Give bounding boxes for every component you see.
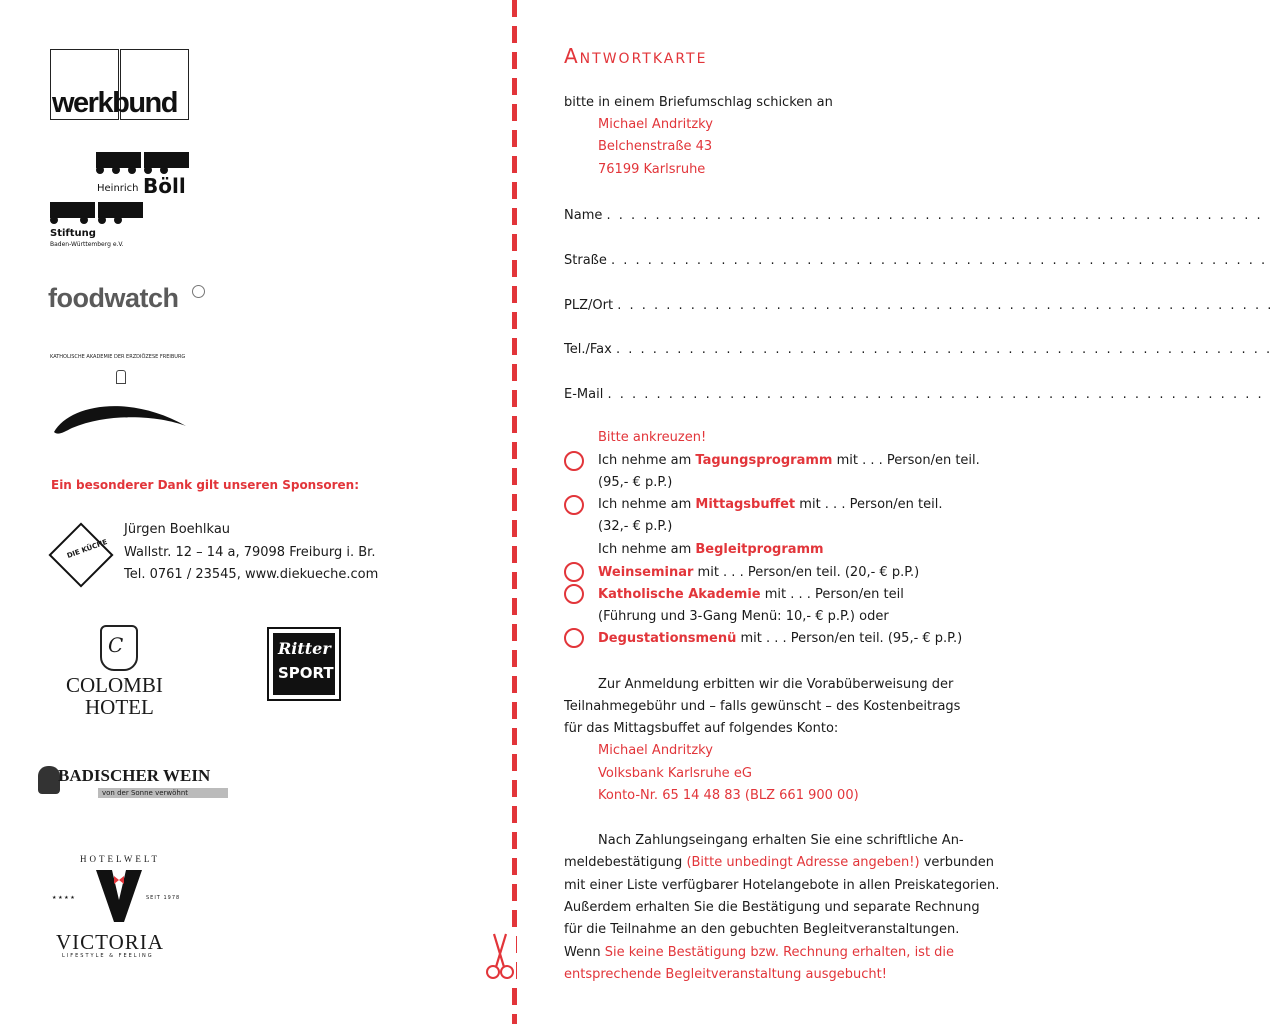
church-icon [116,370,126,384]
ritter-text: Ritter [278,639,331,658]
option-tagungsprogramm [598,450,980,472]
colombi-hotel-text: HOTEL [85,695,154,719]
checkbox-katholische-akademie[interactable] [564,584,584,604]
opt2-pre: Ich nehme am [598,497,696,512]
victoria-logo: HOTELWELT ★ ★ ★ ★ SEIT 1978 VICTORIA LIFESTYLE & FEELING [52,854,181,959]
boell-stiftung-text: Stiftung [50,228,96,239]
opt1-post: mit . . . Person/en teil. [832,453,980,468]
hotelwelt-text: HOTELWELT [80,854,160,864]
foodwatch-text: foodwatch [48,283,179,313]
option-begleitprogramm [598,539,824,561]
final-line-5: für die Teilnahme an den gebuchten Begleitveranstaltungen. [564,922,960,937]
opt3c-post: mit . . . Person/en teil. (95,- € p.P.) [736,631,963,646]
brushstroke-icon [50,394,190,438]
final-l2a: meldebestätigung [564,855,687,870]
option-mittagsbuffet [598,494,942,516]
option-degustationsmenu [598,628,962,650]
foodwatch-logo [48,283,208,317]
diekueche-logo [48,522,110,584]
payment-line-1: Zur Anmeldung erbitten wir die Vorabüberweisung der [598,677,954,692]
akademie-logo [50,354,200,440]
akademie-text: KATHOLISCHE AKADEMIE DER ERZDIÖZESE FREIBURG [50,354,186,360]
field-tel-dots: . . . . . . . . . . . . . . . . . . . . . . . . . . . . . . . . . . . . . . . . . . . . . . . . . . . . . . [615,342,1273,357]
checkbox-mittagsbuffet[interactable] [564,495,584,515]
field-tel[interactable] [564,341,1273,359]
sponsor-contact: Tel. 0761 / 23545, www.diekueche.com [124,567,379,582]
checkbox-title: Bitte ankreuzen! [598,430,707,445]
cut-line [512,0,517,1024]
field-name-dots: . . . . . . . . . . . . . . . . . . . . . . . . . . . . . . . . . . . . . . . . . . . . . . . . . . . . . . [606,208,1263,223]
final-line-7: entsprechende Begleitveranstaltung ausgebucht! [564,967,887,982]
opt3-bold: Begleitprogramm [695,542,824,557]
address-name: Michael Andritzky [598,117,713,132]
badischer-wein-logo [38,764,211,800]
victoria-text: VICTORIA [56,930,164,954]
option-tagungsprogramm-price: (95,- € p.P.) [598,475,673,490]
option-mittagsbuffet-price: (32,- € p.P.) [598,519,673,534]
checkbox-weinseminar[interactable] [564,562,584,582]
field-email[interactable] [564,386,1264,404]
diekueche-text: DIE KÜCHE [65,537,109,561]
card-title: Antwortkarte [564,44,708,68]
opt3c-bold: Degustationsmenü [598,631,737,646]
payment-line-2: Teilnahmegebühr und – falls gewünscht – des Kostenbeitrags [564,699,961,714]
opt3b-bold: Katholische Akademie [598,587,761,602]
opt3a-bold: Weinseminar [598,565,694,580]
registered-icon [192,285,205,298]
final-line-1: Nach Zahlungseingang erhalten Sie eine schriftliche An- [598,833,964,848]
opt1-bold: Tagungsprogramm [695,453,833,468]
werkbund-text: werkbund [52,87,177,119]
field-name[interactable] [564,207,1263,225]
field-name-label: Name [564,208,603,223]
badischer-text: BADISCHER WEIN [58,766,211,785]
badischer-sub-text: von der Sonne verwöhnt [102,789,189,797]
checkbox-degustationsmenu[interactable] [564,628,584,648]
option-katholische-akademie-extra: (Führung und 3-Gang Menü: 10,- € p.P.) oder [598,609,889,624]
final-line-3: mit einer Liste verfügbarer Hotelangebote in allen Preiskategorien. [564,878,1000,893]
checkbox-tagungsprogramm[interactable] [564,451,584,471]
opt3a-post: mit . . . Person/en teil. (20,- € p.P.) [693,565,920,580]
field-email-label: E-Mail [564,387,604,402]
scissors-icon [484,932,516,982]
field-plz-label: PLZ/Ort [564,298,614,313]
field-street-dots: . . . . . . . . . . . . . . . . . . . . . . . . . . . . . . . . . . . . . . . . . . . . . . . . . . . . . . [611,253,1268,268]
option-weinseminar [598,562,919,584]
mascot-icon [38,766,60,794]
rittersport-logo [267,627,341,701]
sponsor-name: Jürgen Boehlkau [124,522,231,537]
opt2-bold: Mittagsbuffet [695,497,796,512]
colombi-text: COLOMBI [66,673,163,697]
option-katholische-akademie [598,584,904,606]
opt2-post: mit . . . Person/en teil. [795,497,943,512]
field-plz-dots: . . . . . . . . . . . . . . . . . . . . . . . . . . . . . . . . . . . . . . . . . . . . . . . . . . . . . . [617,298,1273,313]
victoria-sub-text: LIFESTYLE & FEELING [62,953,154,959]
boell-region-text: Baden-Württemberg e.V. [50,241,124,248]
colombi-logo [64,625,174,720]
boell-boll-text: Böll [143,174,186,198]
opt3b-post: mit . . . Person/en teil [760,587,904,602]
field-street-label: Straße [564,253,607,268]
bank-name: Michael Andritzky [598,743,713,758]
final-line-2 [564,852,994,874]
payment-line-3: für das Mittagsbuffet auf folgendes Konto: [564,721,839,736]
address-city: 76199 Karlsruhe [598,162,706,177]
field-plz[interactable] [564,297,1273,315]
final-line-4: Außerdem erhalten Sie die Bestätigung und separate Rechnung [564,900,980,915]
seit-text: SEIT 1978 [146,895,181,901]
bank-account: Konto-Nr. 65 14 48 83 (BLZ 661 900 00) [598,788,859,803]
final-l2c: verbunden [919,855,994,870]
final-l6b: Sie keine Bestätigung bzw. Rechnung erhalten, ist die [604,945,955,960]
boell-heinrich-text: Heinrich [97,183,139,194]
victoria-v-icon [96,870,142,922]
sport-text: SPORT [278,664,334,682]
colombi-mark: C [108,633,124,657]
bank-institute: Volksbank Karlsruhe eG [598,766,752,781]
address-street: Belchenstraße 43 [598,139,713,154]
opt1-pre: Ich nehme am [598,453,696,468]
final-l6a: Wenn [564,945,605,960]
boell-logo [50,152,195,252]
werkbund-logo [50,49,188,120]
field-email-dots: . . . . . . . . . . . . . . . . . . . . . . . . . . . . . . . . . . . . . . . . . . . . . . . . . . . . . . [607,387,1264,402]
sponsor-heading: Ein besonderer Dank gilt unseren Sponsoren: [51,478,360,492]
sponsor-address: Wallstr. 12 – 14 a, 79098 Freiburg i. Br. [124,545,376,560]
opt3-pre: Ich nehme am [598,542,696,557]
field-tel-label: Tel./Fax [564,342,612,357]
intro-text: bitte in einem Briefumschlag schicken an [564,95,833,110]
field-street[interactable] [564,252,1268,270]
final-l2b: (Bitte unbedingt Adresse angeben!) [686,855,920,870]
final-line-6 [564,942,954,964]
